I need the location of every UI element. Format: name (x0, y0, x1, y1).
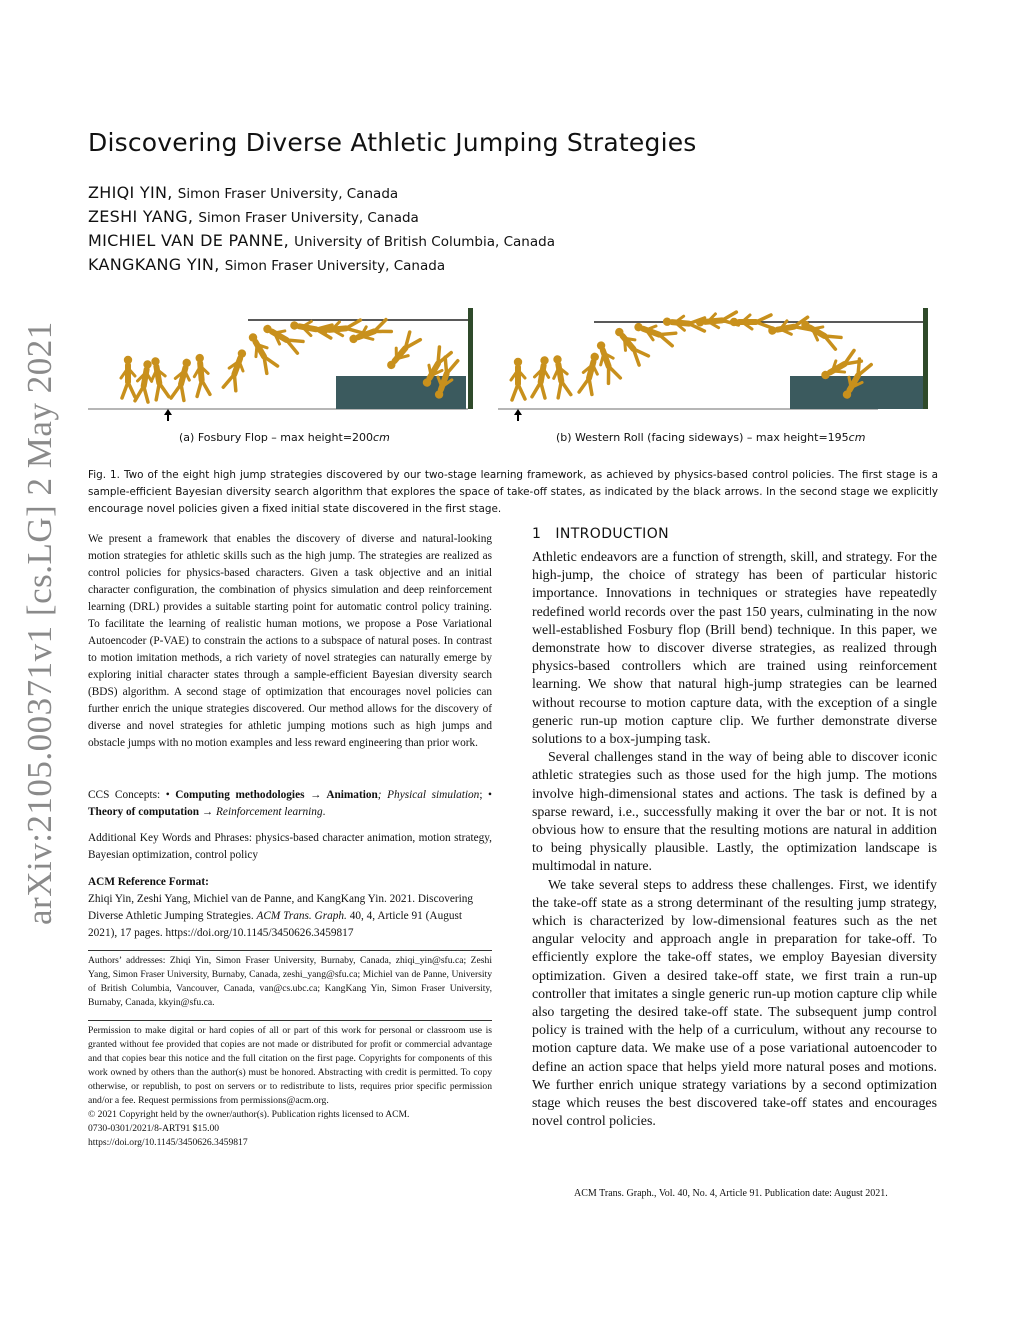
ccs-prefix: CCS Concepts: • (88, 789, 176, 801)
ccs-concept-1-sub: ; Physical simulation (377, 789, 480, 801)
character-pose (511, 358, 525, 400)
arxiv-stamp: arXiv:2105.00371v1 [cs.LG] 2 May 2021 (20, 321, 59, 925)
acm-reference-body (88, 891, 492, 942)
divider (88, 1020, 492, 1021)
character-pose (550, 354, 571, 398)
copyright-line: © 2021 Copyright held by the owner/author(s). Publication rights licensed to ACM. (88, 1109, 410, 1120)
section-number: 1 (532, 526, 542, 542)
author-2 (88, 207, 419, 226)
section-title: INTRODUCTION (555, 526, 669, 542)
jump-post (468, 308, 473, 409)
character-pose (222, 347, 250, 391)
subcaption-a (179, 431, 390, 444)
ccs-concepts (88, 787, 492, 821)
jump-post (923, 308, 928, 409)
character-pose (593, 339, 621, 383)
takeoff-arrow (514, 409, 522, 421)
figure-caption: Fig. 1. Two of the eight high jump strategies discovered by our two-stage learning framework, as achieved by physics-based control policies. The first stage is a sample-efficient Bayesian diversity search algorithm that explores the space of take-off states, as indicated by the black arrows. In the second stage we explicitly encourage novel policies given a fixed initial state discovered in the first stage. (88, 469, 938, 515)
paragraph: We take several steps to address these challenges. First, we identify the take-off state as a strong determinant of the resulting jump strategy, which is characterized by low-dimensional features such as the net angular velocity and approach angle in preparation for take-off. To efficiently explore the take-off states, we employ Bayesian diversity optimization. Given a desired take-off state, we first train a run-up controller that imitates a single generic run-up motion capture clip while also targeting the desired take-off state. The subsequent jump control policy is trained with the help of a curriculum, without any recourse to motion capture data. We make use of a pose variational autoencoder to define an action space that helps yield more natural poses and motions. We further enrich unique strategy variations by a second optimization stage which reuses the best discovered take-off states and encourages novel control policies. (532, 877, 937, 1130)
acm-reference-text: Zhiqi Yin, Zeshi Yang, Michiel van de Panne, and KangKang Yin. 2021. Discovering Diverse Athletic Jumping Strategies. (88, 893, 474, 922)
character-pose (192, 353, 210, 396)
author-affiliation: Simon Fraser University, Canada (177, 186, 399, 202)
ccs-concept-1: Computing methodologies → Animation (175, 789, 378, 801)
keywords: Additional Key Words and Phrases: physics-based character animation, motion strategy, Bayesian optimization, control policy (88, 832, 492, 861)
ccs-end: . (322, 806, 326, 818)
author-3 (88, 231, 555, 250)
page-footer: ACM Trans. Graph., Vol. 40, No. 4, Article 91. Publication date: August 2021. (574, 1188, 888, 1199)
acm-reference-heading: ACM Reference Format: (88, 876, 209, 888)
character-pose (245, 330, 278, 374)
character-pose (578, 351, 602, 395)
paragraph: Several challenges stand in the way of being able to discover iconic athletic strategies such as those used for the high jump. The motions involve high-dimensional states and actions. The task is defined by a sparse reward, i.e., successfully making it over the bar or not. It is not obvious how to ensure that the resulting motions are natural in addition to being physically plausible. Lastly, the optimization landscape is multimodal in nature. (532, 750, 937, 875)
subcaption-a-unit: cm (373, 431, 390, 444)
ccs-separator: ; • (479, 789, 493, 801)
subcaption-b-text: (b) Western Roll (facing sideways) – max height=195 (556, 431, 849, 444)
divider (88, 950, 492, 951)
panel-fosbury-flop (88, 308, 473, 421)
section-heading-introduction (532, 526, 669, 542)
character-pose (531, 355, 552, 399)
ccs-concept-2-sub: Reinforcement learning (216, 806, 323, 818)
subcaption-b (556, 431, 865, 444)
doi-link[interactable]: https://doi.org/10.1145/3450626.3459817 (88, 1137, 248, 1148)
abstract: We present a framework that enables the discovery of diverse and natural-looking motion strategies for athletic skills such as the high jump. The strategies are realized as control policies for physics-based characters. Given a task objective and an initial character configuration, the combination of physics simulation and deep reinforcement learning (DRL) provides a suitable starting point for automatic control policy training. To facilitate the learning of realistic human motions, we propose a Pose Variational Autoencoder (P-VAE) to constrain the actions to a subspace of natural poses. In contrast to motion imitation methods, a rich variety of novel strategies can naturally emerge by exploring initial character states through a sample-efficient Bayesian diversity search (BDS) algorithm. A second stage of optimization that encourages novel policies can further enrich the unique strategies discovered. Our method allows for the discovery of diverse and novel strategies for athletic jumping motions such as high jumps and obstacle jumps with no motion examples and less reward engineering than prior work. (88, 533, 492, 749)
author-affiliation: Simon Fraser University, Canada (224, 258, 446, 274)
paragraph: Athletic endeavors are a function of strength, skill, and strategy. For the high-jump, the choice of strategy has been of particular historic importance. Innovations in techniques or strategies have repeatedly redefined world records over the past 150 years, culminating in the now well-established Fosbury flop (Brill bend) technique. In this paper, we demonstrate how to discover diverse strategies, as realized through physics-based controllers which are trained using reinforcement learning. We show that natural high-jump strategies can be learned without recourse to motion capture data, with the exception of a single generic run-up motion capture clip. We further demonstrate diverse solutions to a box-jumping task. (532, 550, 937, 748)
subcaption-a-text: (a) Fosbury Flop – max height=200 (179, 431, 374, 444)
author-4 (88, 255, 445, 274)
author-name: MICHIEL VAN DE PANNE, (88, 231, 289, 250)
author-addresses: Authors’ addresses: Zhiqi Yin, Simon Fraser University, Burnaby, Canada, zhiqi_yin@sfu.ca; Zeshi Yang, Simon Fraser University, Burnaby, Canada, zeshi_yang@sfu.ca; Michiel van de Panne, University of British Columbia, Vancouver, Canada, van@cs.ubc.ca; KangKang Yin, Simon Fraser University, Burnaby, Canada, kkyin@sfu.ca. (88, 955, 492, 1008)
permission-notice (88, 1024, 492, 1150)
ccs-concept-2: Theory of computation → (88, 806, 217, 818)
author-name: ZESHI YANG, (88, 207, 194, 226)
subcaption-b-unit: cm (848, 431, 866, 444)
character-pose (383, 331, 421, 372)
acm-reference-journal: ACM Trans. Graph. (256, 910, 347, 922)
character-pose (121, 356, 135, 398)
author-name: KANGKANG YIN, (88, 255, 220, 274)
acm-reference-details: 40, 4, Article 91 (August 2021), 17 pages. https://doi.org/10.1145/3450626.3459817 (88, 910, 463, 939)
acm-reference (88, 874, 492, 942)
paper-title: Discovering Diverse Athletic Jumping Strategies (88, 128, 697, 157)
author-name: ZHIQI YIN, (88, 183, 173, 202)
figure-high-jump (88, 290, 936, 425)
introduction-body (532, 549, 937, 1132)
issn-line: 0730-0301/2021/8-ART91 $15.00 (88, 1123, 220, 1134)
author-1 (88, 183, 398, 202)
author-affiliation: University of British Columbia, Canada (294, 234, 555, 250)
takeoff-arrow (164, 409, 172, 421)
permission-text: Permission to make digital or hard copies of all or part of this work for personal or classroom use is granted without fee provided that copies are not made or distributed for profit or commercial advantage and that copies bear this notice and the full citation on the first page. Copyrights for components of this work owned by others than the author(s) must be honored. Abstracting with credit is permitted. To copy otherwise, or republish, to post on servers or to redistribute to lists, requires prior specific permission and/or a fee. Request permissions from permissions@acm.org. (88, 1025, 492, 1106)
panel-western-roll (498, 308, 928, 421)
author-affiliation: Simon Fraser University, Canada (198, 210, 419, 226)
character-pose (170, 357, 194, 401)
